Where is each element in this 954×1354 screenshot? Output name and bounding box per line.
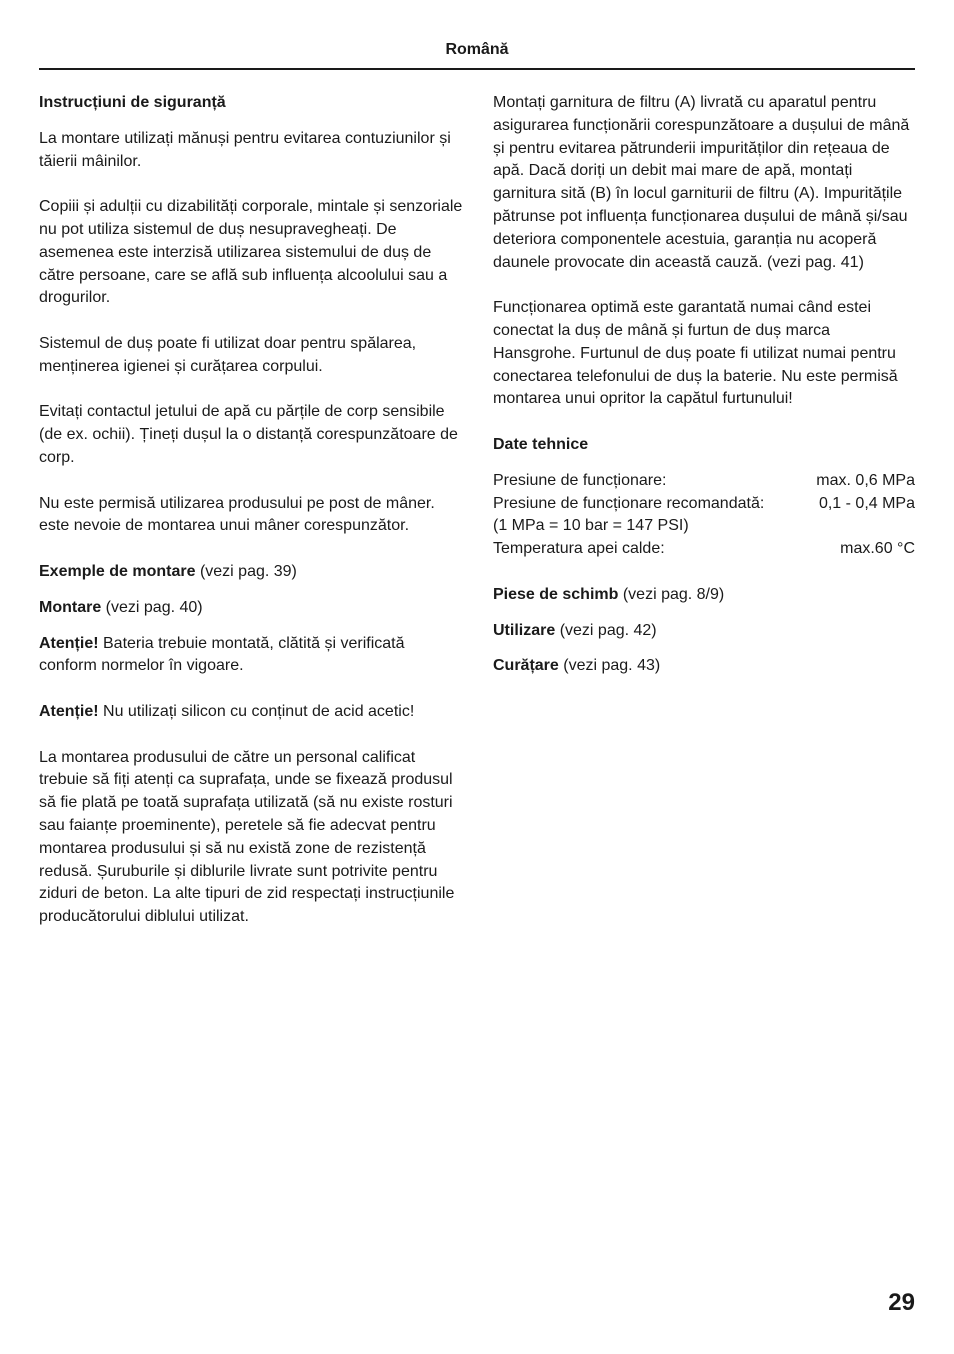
spec-label: (1 MPa = 10 bar = 147 PSI) [493,517,689,535]
safety-heading: Instrucțiuni de siguranță [39,94,226,111]
usage-page-ref: (vezi pag. 42) [555,621,657,639]
spec-row [493,538,915,561]
operation-paragraph: Funcționarea optimă este garantată numai când estei conectat la duș de mână și furtun de duș marca Hansgrohe. Furtunul de duș poate fi utilizat numai pentru conectarea telefonului de duș la baterie. Nu este permisă montarea unui opritor la capătul furtunului! [493,299,898,408]
safety-paragraph-gloves: La montare utilizați mănuși pentru evitarea contuziunilor și tăierii mâinilor. [39,129,451,170]
spec-label: Presiune de funcționare: [493,471,667,489]
cleaning-reference [493,655,915,678]
safety-paragraph-usage: Sistemul de duș poate fi utilizat doar pentru spălarea, menținerea igienei și curățarea corpului. [39,334,417,375]
spec-value: max.60 °C [840,540,915,558]
spec-value: max. 0,6 MPa [816,471,915,489]
spare-parts-reference [493,584,915,607]
safety-paragraph-handle: Nu este permisă utilizarea produsului pe post de mâner. este nevoie de montarea unui mâner corespunzător. [39,494,435,535]
spec-row [493,493,915,516]
right-column [493,92,915,691]
spec-label: Presiune de funcționare recomandată: [493,494,765,512]
safety-paragraph-supervision: Copiii și adulții cu dizabilități corporale, mintale și senzoriale nu pot utiliza sistemul de duș nesupravegheați. De asemenea este interzisă utilizarea sistemului de duș de către persoane, care se află sub influența alcoolului sau a drogurilor. [39,198,463,307]
header-rule [39,68,915,70]
attention-label-2: Atenție! [39,702,99,720]
attention-note-2 [39,701,463,724]
spec-value: 0,1 - 0,4 MPa [818,494,915,512]
attention-note-1 [39,633,463,679]
attention-text-1: Bateria trebuie montată, clătită și verificată conform normelor în vigoare. [39,634,405,675]
usage-label: Utilizare [493,621,556,639]
usage-reference [493,620,915,643]
cleaning-label: Curățare [493,657,559,675]
header-language: Română [445,41,509,58]
left-column [39,92,463,952]
examples-label: Exemple de montare [39,562,196,580]
filter-paragraph: Montați garnitura de filtru (A) livrată cu aparatul pentru asigurarea funcționării corespunzătoare a dușului de mână și pentru evitarea pătrunderii impurităților din rețeaua de apă. Dacă doriți un debit mai mare de apă, montați garnitura sită (B) în locul garniturii de filtru (A). Impuritățile pătrunse pot influența funcționarea dușului de mână și/sau deteriora componentele acestuia, garanția nu acoperă daunele provocate din această cauză. (vezi pag. 41) [493,94,910,271]
page-number: 29 [888,1289,915,1316]
examples-page-ref: (vezi pag. 39) [195,562,297,580]
mounting-label: Montare [39,598,102,616]
spec-label: Temperatura apei calde: [493,540,665,558]
spacer [493,561,915,584]
tech-specs-list [493,470,915,561]
spec-row [493,515,915,538]
examples-reference [39,561,463,584]
tech-data-heading: Date tehnice [493,435,589,453]
spare-parts-label: Piese de schimb [493,585,619,603]
mounting-reference [39,597,463,620]
installation-paragraph: La montarea produsului de către un personal calificat trebuie să fiți atenți ca suprafața, unde se fixează produsul să fie plată pe toată suprafața utilizată (să nu existe rosturi sau faianțe proeminente), peretele să fie adecvat pentru montarea produsului și să nu există zone de rezistență redusă. Șuruburile și diblurile livrate sunt potrivite pentru ziduri de beton. La alte tipuri de zid respectați instrucțiunile producătorului diblului utilizat. [39,748,455,926]
safety-paragraph-jet: Evitați contactul jetului de apă cu părțile de corp sensibile (de ex. ochii). Țineți dușul la o distanță corespunzătoare de corp. [39,403,458,466]
attention-label-1: Atenție! [39,634,99,652]
spare-parts-page-ref: (vezi pag. 8/9) [618,585,725,603]
cleaning-page-ref: (vezi pag. 43) [558,657,661,675]
spec-row [493,470,915,493]
mounting-page-ref: (vezi pag. 40) [101,598,203,616]
attention-text-2: Nu utilizați silicon cu conținut de acid acetic! [98,702,415,720]
